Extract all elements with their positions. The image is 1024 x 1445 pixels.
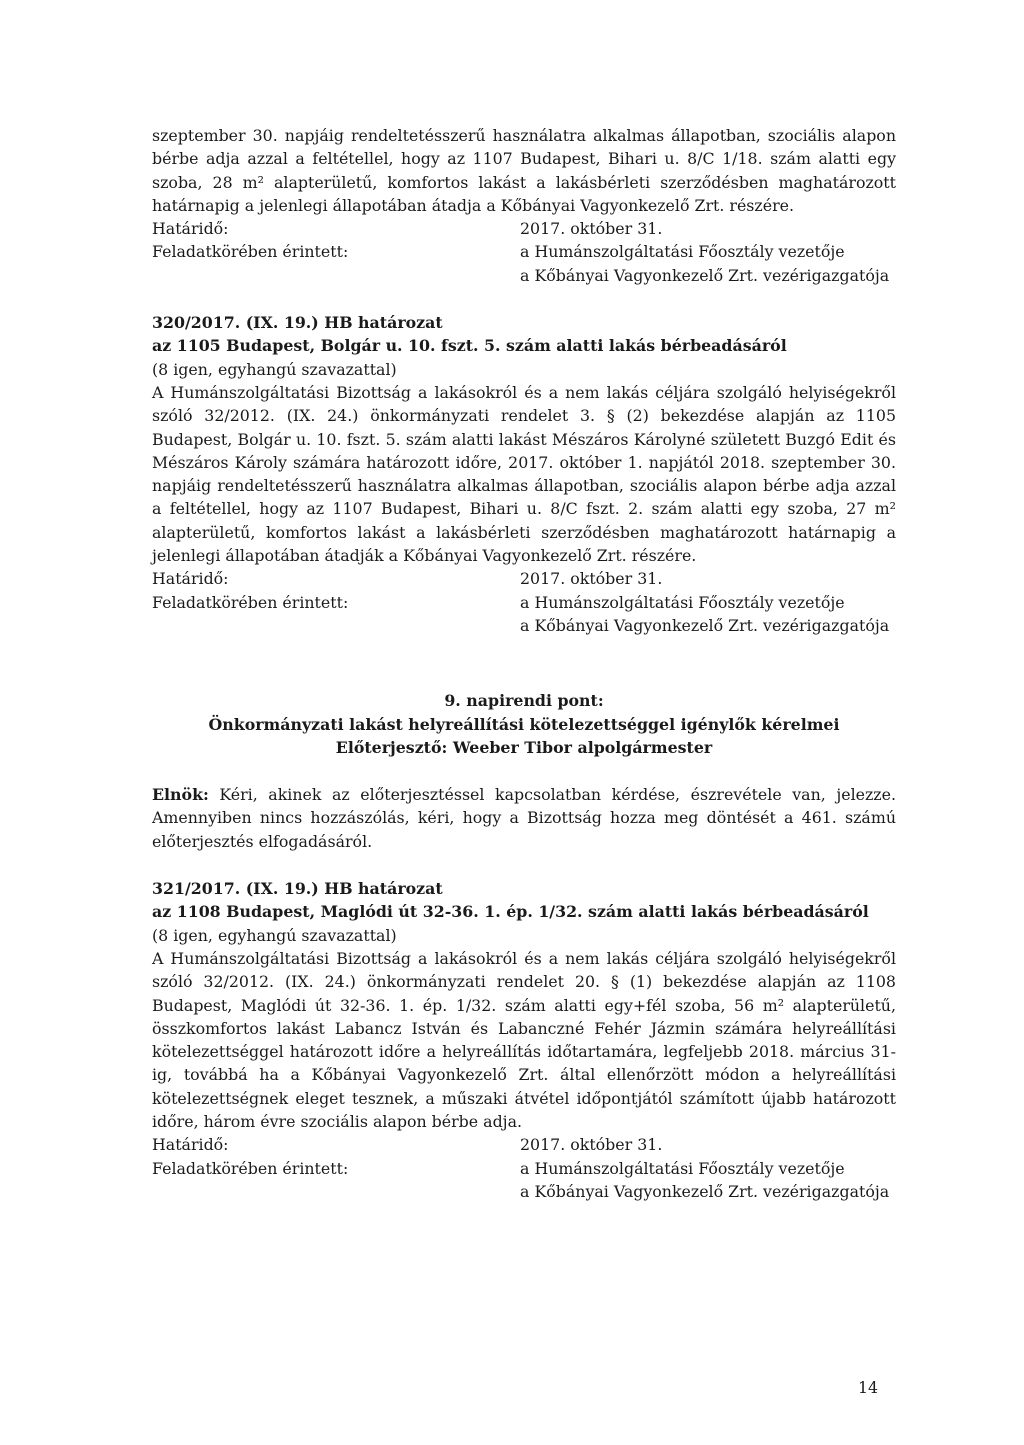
- chair-label: Elnök:: [152, 785, 209, 805]
- responsible-person-1: a Humánszolgáltatási Főosztály vezetője: [520, 1158, 845, 1178]
- decision-320-subject: az 1105 Budapest, Bolgár u. 10. fszt. 5. szám alatti lakás bérbeadásáról: [152, 336, 787, 356]
- page-number: 14: [858, 1378, 879, 1397]
- deadline-value: 2017. október 31.: [520, 569, 663, 589]
- agenda-title: 9. napirendi pont:: [444, 691, 604, 711]
- chair-text: Kéri, akinek az előterjesztéssel kapcsolatban kérdése, észrevétele van, jelezze. Amennyiben nincs hozzászólás, kéri, hogy a Bizottság hozza meg döntését a 461. számú előterjesztés elfogadásáról.: [152, 785, 896, 851]
- decision-321-text: A Humánszolgáltatási Bizottság a lakásokról és a nem lakás céljára szolgáló helyiségekről szóló 32/2012. (IX. 24.) önkormányzati rendelet 20. § (1) bekezdése alapján az 1108 Budapest, Maglódi út 32-36. 1. ép. 1/32. szám alatti egy+fél szoba, 56 m² alapterületű, összkomfortos lakást Labancz István és Labanczné Fehér Jázmin számára helyreállítási kötelezettséggel határozott időre a helyreállítás időtartamára, legfeljebb 2018. március 31-ig, továbbá ha a Kőbányai Vagyonkezelő Zrt. által ellenőrzött módon a helyreállítási kötelezettségnek eleget tesznek, a műszaki átvétel időpontjától számított újabb határozott időre, három évre szociális alapon bérbe adja.: [152, 948, 896, 1131]
- intro-deadline-row: [152, 217, 896, 240]
- deadline-value: 2017. október 31.: [520, 1135, 663, 1155]
- responsible-label: Feladatkörében érintett:: [152, 242, 349, 262]
- responsible-person-2: a Kőbányai Vagyonkezelő Zrt. vezérigazgatója: [520, 265, 890, 285]
- responsible-person-2: a Kőbányai Vagyonkezelő Zrt. vezérigazgatója: [520, 615, 890, 635]
- decision-320-responsible-row: [152, 591, 896, 638]
- agenda-subject: Önkormányzati lakást helyreállítási kötelezettséggel igénylők kérelmei: [208, 714, 840, 734]
- responsible-person-2: a Kőbányai Vagyonkezelő Zrt. vezérigazgatója: [520, 1181, 890, 1201]
- document-page: [152, 124, 896, 1203]
- decision-321-deadline-row: [152, 1133, 896, 1156]
- decision-321-subject: az 1108 Budapest, Maglódi út 32-36. 1. ép. 1/32. szám alatti lakás bérbeadásáról: [152, 902, 869, 922]
- decision-321-heading: 321/2017. (IX. 19.) HB határozat: [152, 879, 443, 899]
- agenda-presenter: Előterjesztő: Weeber Tibor alpolgármester: [335, 737, 713, 757]
- decision-321-vote: (8 igen, egyhangú szavazattal): [152, 925, 397, 945]
- deadline-label: Határidő:: [152, 1135, 229, 1155]
- deadline-label: Határidő:: [152, 569, 229, 589]
- responsible-label: Feladatkörében érintett:: [152, 1158, 349, 1178]
- intro-paragraph: szeptember 30. napjáig rendeltetésszerű használatra alkalmas állapotban, szociális alapon bérbe adja azzal a feltétellel, hogy az 1107 Budapest, Bihari u. 8/C 1/18. szám alatti egy szoba, 28 m² alapterületű, komfortos lakást a lakásbérleti szerződésben maghatározott határnapig a jelenlegi állapotában átadja a Kőbányai Vagyonkezelő Zrt. részére.: [152, 126, 896, 215]
- decision-321-responsible-row: [152, 1157, 896, 1204]
- deadline-value: 2017. október 31.: [520, 219, 663, 239]
- responsible-label: Feladatkörében érintett:: [152, 592, 349, 612]
- chair-statement: [152, 783, 896, 853]
- decision-320-vote: (8 igen, egyhangú szavazattal): [152, 359, 397, 379]
- responsible-person-1: a Humánszolgáltatási Főosztály vezetője: [520, 242, 845, 262]
- decision-320-text: A Humánszolgáltatási Bizottság a lakásokról és a nem lakás céljára szolgáló helyiségekről szóló 32/2012. (IX. 24.) önkormányzati rendelet 3. § (2) bekezdése alapján az 1105 Budapest, Bolgár u. 10. fszt. 5. szám alatti lakást Mészáros Károlyné született Buzgó Edit és Mészáros Károly számára határozott időre, 2017. október 1. napjától 2018. szeptember 30. napjáig rendeltetésszerű használatra alkalmas állapotban, szociális alapon bérbe adja azzal a feltétellel, hogy az 1107 Budapest, Bihari u. 8/C fszt. 2. szám alatti egy szoba, 27 m² alapterületű, komfortos lakást a lakásbérleti szerződésben maghatározott határnapig a jelenlegi állapotában átadják a Kőbányai Vagyonkezelő Zrt. részére.: [152, 382, 896, 566]
- deadline-label: Határidő:: [152, 219, 229, 239]
- decision-320-heading: 320/2017. (IX. 19.) HB határozat: [152, 313, 443, 333]
- decision-320-deadline-row: [152, 567, 896, 590]
- responsible-person-1: a Humánszolgáltatási Főosztály vezetője: [520, 592, 845, 612]
- intro-responsible-row: [152, 240, 896, 287]
